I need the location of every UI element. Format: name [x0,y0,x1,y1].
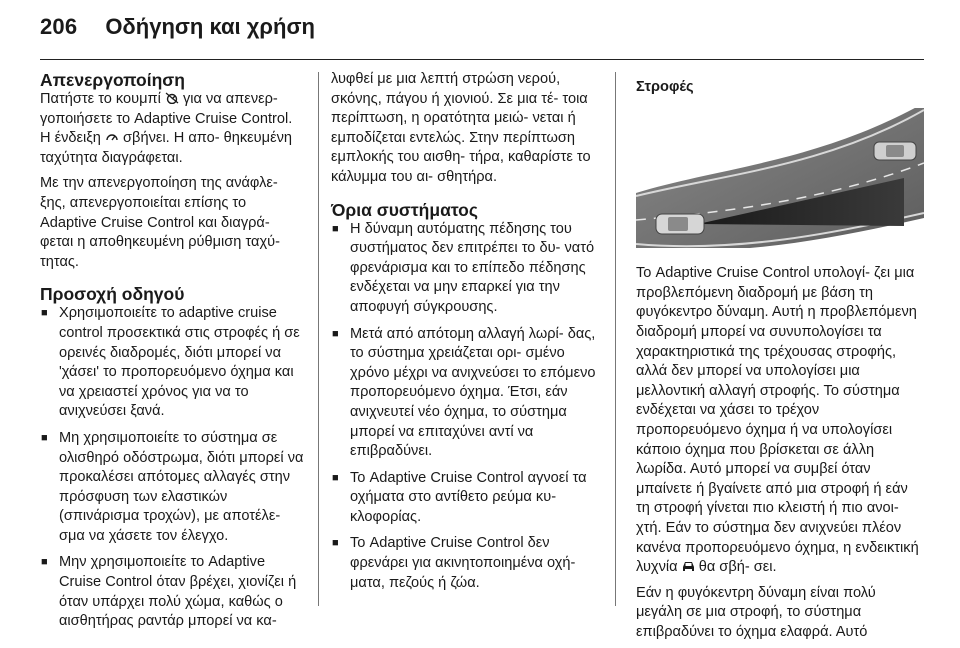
text: θα σβή- σει. [698,559,777,576]
column-3 [636,70,924,648]
vehicle-ahead-icon [874,142,916,160]
caution-list [40,304,306,632]
paragraph: Με την απενεργοποίηση της ανάφλε- ξης, απενεργοποιείται επίσης το Adaptive Cruise Control και διαγρά- φεται η αποθηκευμένη ρύθμιση ταχύ- τητας. [40,175,280,270]
text: Πατήστε το κουμπί [40,91,161,107]
heading-driver-caution: Προσοχή οδηγού [40,284,185,305]
list-item: ■ Μετά από απότομη αλλαγή λωρί- δας, το σύστημα χρειάζεται ορι- σμένο χρόνο μέχρι να ανιχνεύσει το επόμενο προπορευόμενο όχημα. Έτσι, εάν ανιχνευτεί νέο όχημα, το σύστημα μπορεί να επιταχύνει αντί να επιβραδύνει. [331,325,603,462]
header-rule [40,59,924,60]
heading-deactivation: Απενεργοποίηση [40,70,185,90]
text: για να απενερ- γοποιήσετε το Adaptive Cruise Control. Η ένδειξη [40,91,293,147]
paragraph [636,264,924,578]
heading-curves: Στροφές [636,79,694,95]
paragraph: Εάν η φυγόκεντρη δύναμη είναι πολύ μεγάλη σε μια στροφή, το σύστημα επιβραδύνει το όχημα ελαφρά. Αυτό [636,584,876,640]
paragraph [40,90,306,168]
column-2 [331,70,603,600]
list-item: ■ Η δύναμη αυτόματης πέδησης του συστήματος δεν επιτρέπει το δυ- νατό φρενάρισμα και το επίπεδο πέδησης ενδέχεται να μην επαρκεί για την αποφυγή σύγκρουσης. [331,220,603,318]
column-divider [615,72,616,606]
list-item: ■ Το Adaptive Cruise Control αγνοεί τα οχήματα στο αντίθετο ρεύμα κυ- κλοφορίας. [331,469,603,528]
list-item: ■ Χρησιμοποιείτε το adaptive cruise control προσεκτικά στις στροφές ή σε ορεινές διαδρομές, διότι μπορεί να 'χάσει' το προπορευόμενο όχημα και να χρειαστεί χρόνος για να το ανιχνεύσει ξανά. [40,304,306,422]
column-1 [40,70,306,639]
text: σβήνει. Η απο- θηκευμένη ταχύτητα διαγράφεται. [40,130,292,166]
paragraph: λυφθεί με μια λεπτή στρώση νερού, σκόνης, πάγου ή χιονιού. Σε μια τέ- τοια περίπτωση, η ορατότητα μειώ- νεται ή εμποδίζεται εντελώς. Στην περίπτωση εμπλοκής του αισθη- τήρα, καθαρίστε το κάλυμμα του αι- σθητήρα. [331,71,591,185]
cruise-cancel-icon [165,92,179,104]
vehicle-ahead-indicator-icon [682,560,695,572]
heading-system-limits: Όρια συστήματος [331,199,478,220]
list-item: ■ Μην χρησιμοποιείτε το Adaptive Cruise Control όταν βρέχει, χιονίζει ή όταν υπάρχει πολύ χώμα, καθώς ο αισθητήρας ραντάρ μπορεί να κα- [40,553,306,631]
page-title: Οδήγηση και χρήση [105,14,315,39]
limits-list [331,220,603,594]
text: Το Adaptive Cruise Control υπολογί- ζει μια προβλεπόμενη διαδρομή με βάση τη φυγόκεντρο δύναμη. Αυτή η προβλεπόμενη διαδρομή μπορεί να συνυπολογίσει τα χαρακτηριστικά της τρέχουσας στροφής, αλλά δεν μπορεί να υπολογίσει μια μελλοντική αλλαγή στροφής. Το σύστημα ενδέχεται να χάσει το τρέχον προπορευόμενο όχημα ή να υπολογίσει κάποιο όχημα που βρίσκεται σε άλλη λωρίδα. Αυτό μπορεί να συμβεί όταν μπαίνετε ή βγαίνετε από μια στροφή ή εάν τη στροφή γίνεται πιο κλειστή ή πιο ανοι- χτή. Εάν το σύστημα δεν ανιχνεύει πλέον κανένα προπορευόμενο όχημα, η ενδεικτική λυχνία [636,265,919,576]
curve-illustration [636,108,924,248]
page-header [40,14,315,48]
cruise-indicator-icon [105,131,119,143]
page-number: 206 [40,14,78,39]
list-item: ■ Μη χρησιμοποιείτε το σύστημα σε ολισθηρό οδόστρωμα, διότι μπορεί να προκαλέσει απότομες αλλαγές στην πρόσφυση των ελαστικών (σπινάρισμα τροχών), με αποτέλε- σμα να χάσετε τον έλεγχο. [40,429,306,547]
column-divider [318,72,319,606]
list-item: ■ Το Adaptive Cruise Control δεν φρενάρει για ακινητοποιημένα οχή- ματα, πεζούς ή ζώα. [331,534,603,593]
